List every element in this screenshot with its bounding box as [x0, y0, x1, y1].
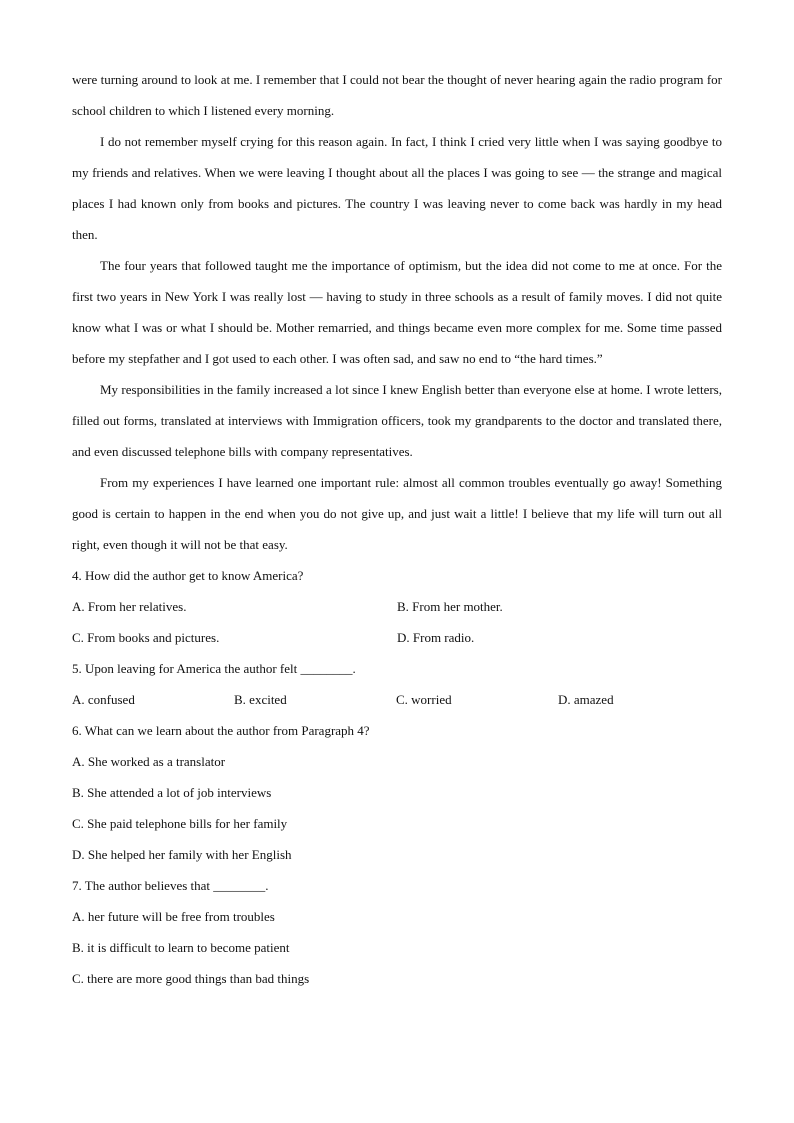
passage-paragraph-3: The four years that followed taught me the importance of optimism, but the idea did not come to me at once. For the first two years in New York I was really lost — having to study in three schools as a result of family moves. I did not quite know what I was or what I should be. Mother remarried, and things became even more complex for me. Some time passed before my stepfather and I got used to each other. I was often sad, and saw no end to “the hard times.”: [72, 258, 722, 366]
option-b: B. excited: [234, 692, 287, 707]
question-6: [72, 715, 722, 870]
document-page: [72, 64, 722, 994]
option-c: C. there are more good things than bad things: [72, 971, 310, 986]
option-b: B. it is difficult to learn to become patient: [72, 940, 290, 955]
option-d: D. She helped her family with her English: [72, 847, 292, 862]
question-4: [72, 560, 722, 653]
question-stem: 4. How did the author get to know America?: [72, 568, 304, 583]
options-row: [72, 684, 722, 715]
question-5: [72, 653, 722, 715]
question-stem: 5. Upon leaving for America the author felt ________.: [72, 661, 356, 676]
option-a: A. confused: [72, 692, 135, 707]
option-d: D. From radio.: [397, 630, 475, 645]
question-stem: 7. The author believes that ________.: [72, 878, 269, 893]
option-b: B. From her mother.: [397, 599, 503, 614]
reading-passage: [72, 64, 722, 560]
passage-paragraph-2: I do not remember myself crying for this reason again. In fact, I think I cried very little when I was saying goodbye to my friends and relatives. When we were leaving I thought about all the places I was going to see — the strange and magical places I had known only from books and pictures. The country I was leaving never to come back was hardly in my head then.: [72, 134, 722, 242]
option-a: A. her future will be free from troubles: [72, 909, 275, 924]
option-b: B. She attended a lot of job interviews: [72, 785, 272, 800]
question-stem: 6. What can we learn about the author from Paragraph 4?: [72, 723, 370, 738]
options-row: [72, 591, 722, 622]
option-a: A. From her relatives.: [72, 599, 187, 614]
option-c: C. She paid telephone bills for her family: [72, 816, 288, 831]
option-a: A. She worked as a translator: [72, 754, 226, 769]
options-row: [72, 622, 722, 653]
passage-paragraph-5: From my experiences I have learned one important rule: almost all common troubles eventually go away! Something good is certain to happen in the end when you do not give up, and just wait a little! I believe that my life will turn out all right, even though it will not be that easy.: [72, 475, 722, 552]
option-c: C. worried: [396, 692, 452, 707]
option-c: C. From books and pictures.: [72, 630, 220, 645]
passage-paragraph-1: were turning around to look at me. I remember that I could not bear the thought of never hearing again the radio program for school children to which I listened every morning.: [72, 72, 722, 118]
option-d: D. amazed: [558, 692, 614, 707]
question-7: [72, 870, 722, 994]
passage-paragraph-4: My responsibilities in the family increased a lot since I knew English better than everyone else at home. I wrote letters, filled out forms, translated at interviews with Immigration officers, took my grandparents to the doctor and translated there, and even discussed telephone bills with company representatives.: [72, 382, 722, 459]
